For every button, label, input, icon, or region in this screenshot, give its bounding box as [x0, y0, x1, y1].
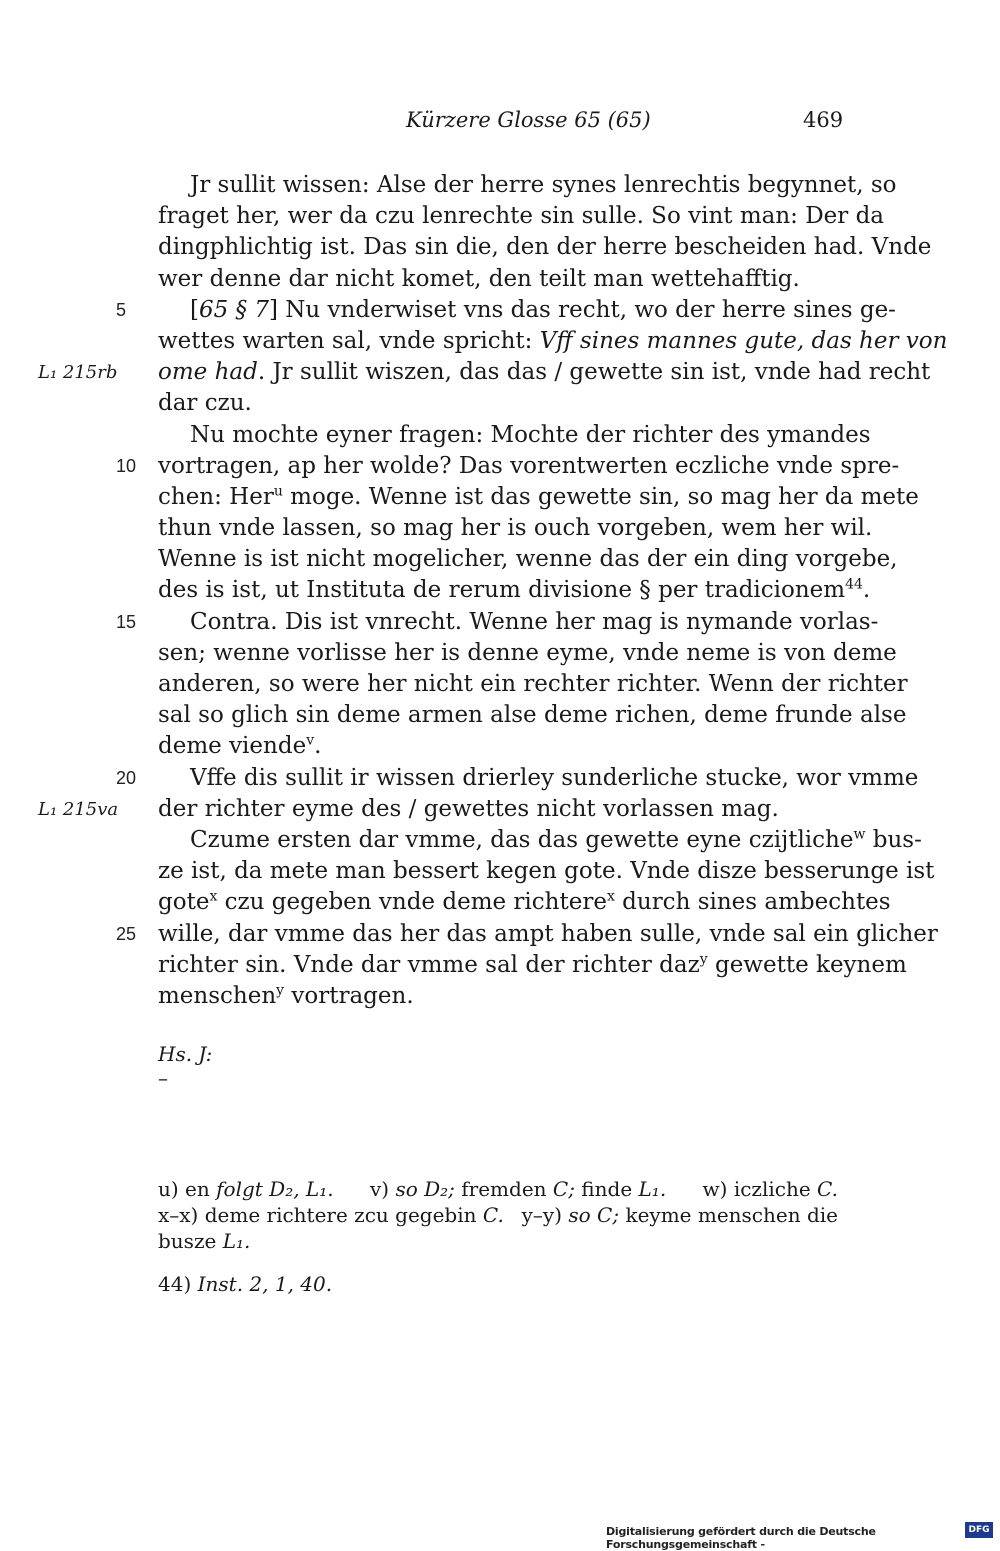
text-line: thun vnde lassen, so mag her is ouch vorgeben, wem her wil.: [158, 515, 873, 542]
apparatus-line: [158, 1202, 838, 1228]
manuscript-dash: –: [158, 1066, 168, 1090]
apparatus-entry-x: x–x) deme richtere zcu gegebin C.: [158, 1203, 504, 1227]
text-line: L₁ 215rb ome had. Jr sullit wiszen, das das / gewette sin ist, vnde had recht: [158, 357, 838, 388]
running-head: Kürzere Glosse 65 (65): [406, 108, 651, 132]
line-number: 15: [116, 611, 137, 632]
text-line: sen; wenne vorlisse her is denne eyme, vnde neme is von deme: [158, 639, 897, 666]
manuscript-label: Hs. J:: [158, 1042, 213, 1066]
apparatus-line: [158, 1228, 838, 1254]
text-line: Wenne is ist nicht mogelicher, wenne das der ein ding vorgebe,: [158, 546, 898, 573]
text-line: dar czu.: [158, 390, 252, 417]
text-line: menschen$^y$ vortragen.: [158, 982, 414, 1009]
line-number: 20: [116, 767, 137, 788]
text-line: 20 Vffe dis sullit ir wissen drierley sunderliche stucke, wor vmme: [158, 763, 838, 794]
apparatus-entry-y: y–y) so C; keyme menschen die: [521, 1203, 838, 1227]
main-text: [38, 170, 948, 1012]
text-line: 10 vortragen, ap her wolde? Das vorentwerten eczliche vnde spre-: [158, 451, 838, 482]
apparatus-entry-y-cont: busze L₁.: [158, 1229, 251, 1253]
text-line: ze ist, da mete man bessert kegen gote. Vnde disze besserunge ist: [158, 858, 935, 885]
critical-apparatus: [158, 1176, 838, 1254]
apparatus-line: [158, 1176, 838, 1202]
text-line: chen: Her$^u$ moge. Wenne ist das gewette sin, so mag her da mete: [158, 483, 919, 510]
text-line: Czume ersten dar vmme, das das gewette eyne czijtliche$^w$ bus-: [190, 826, 922, 853]
apparatus-entry-v: v) so D₂; fremden C; finde L₁.: [369, 1177, 667, 1201]
text-line: fraget her, wer da czu lenrechte sin sulle. So vint man: Der da: [158, 203, 885, 230]
text-line: Jr sullit wissen: Alse der herre synes lenrechtis begynnet, so: [190, 172, 897, 198]
line-number: 25: [116, 923, 137, 944]
margin-note: L₁ 215rb: [38, 362, 118, 384]
text-line: dingphlichtig ist. Das sin die, den der herre bescheiden had. Vnde: [158, 234, 932, 261]
text-line: 5 [65 § 7] Nu vnderwiset vns das recht, wo der herre sines ge-: [158, 295, 838, 326]
footnote-44: 44) Inst. 2, 1, 40.: [158, 1272, 333, 1296]
page-number: 469: [803, 108, 844, 132]
text-line: gote$^x$ czu gegeben vnde deme richtere$^x$ durch sines ambechtes: [158, 888, 891, 916]
apparatus-entry-w: w) iczliche C.: [702, 1177, 838, 1201]
text-line: des is ist, ut Instituta de rerum divisione § per tradicionem$^{44}$.: [158, 576, 871, 604]
text-line: deme viende$^v$.: [158, 732, 322, 760]
margin-note: L₁ 215va: [38, 798, 119, 820]
text-line: wer denne dar nicht komet, den teilt man wettehafftig.: [158, 265, 800, 292]
text-line: 15 Contra. Dis ist vnrecht. Wenne her mag is nymande vorlas-: [158, 607, 838, 638]
text-line: wettes warten sal, vnde spricht: Vff sines mannes gute, das her von: [158, 327, 948, 354]
dfg-logo: DFG: [965, 1522, 993, 1538]
apparatus-entry-u: u) en folgt D₂, L₁.: [158, 1177, 334, 1201]
text-line: anderen, so were her nicht ein rechter richter. Wenn der richter: [158, 671, 908, 697]
dfg-credit: Digitalisierung gefördert durch die Deutsche Forschungsgemeinschaft -: [606, 1525, 876, 1551]
text-line: L₁ 215va der richter eyme des / gewettes nicht vorlassen mag.: [158, 794, 838, 825]
text-line: sal so glich sin deme armen alse deme richen, deme frunde alse: [158, 702, 907, 729]
text-line: richter sin. Vnde dar vmme sal der richter daz$^y$ gewette keynem: [158, 951, 907, 978]
text-line: 25 wille, dar vmme das her das ampt haben sulle, vnde sal ein glicher: [158, 919, 838, 950]
line-number: 5: [116, 299, 127, 320]
text-line: Nu mochte eyner fragen: Mochte der richter des ymandes: [190, 421, 871, 448]
line-number: 10: [116, 455, 137, 476]
